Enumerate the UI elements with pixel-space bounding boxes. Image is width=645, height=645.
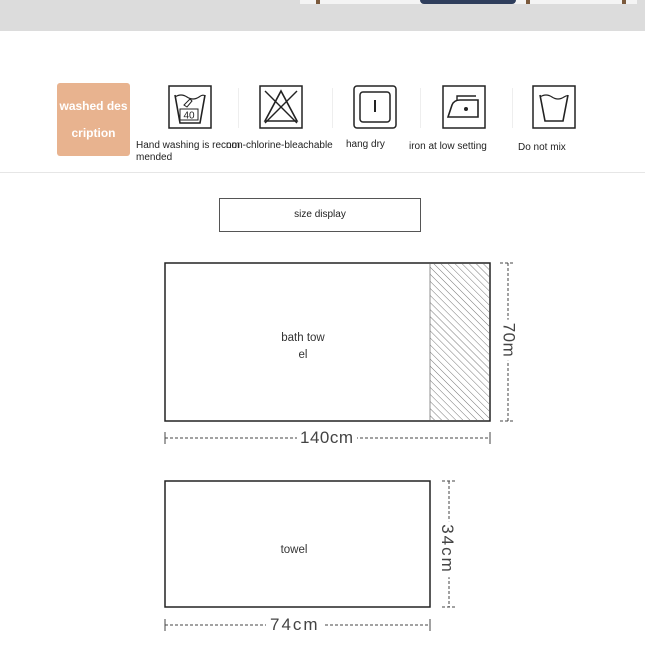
towel-label: towel bbox=[280, 544, 308, 556]
care-label-non-chlorine: non-chlorine-bleachable bbox=[226, 140, 333, 151]
size-display-heading: size display bbox=[219, 198, 421, 232]
bath-towel-hem bbox=[430, 264, 489, 420]
bath-towel-width-text: 140cm bbox=[297, 428, 357, 448]
washed-description-badge: washed description bbox=[57, 83, 130, 156]
bath-towel-height-text: 70m bbox=[498, 320, 518, 361]
care-label-hang-dry: hang dry bbox=[346, 139, 385, 150]
towel-width-text: 74cm bbox=[266, 615, 324, 635]
care-label-hand-wash: Hand washing is recom mended bbox=[136, 140, 240, 163]
bath-towel-label: bath tow el bbox=[281, 332, 325, 361]
towel-height-text: 34cm bbox=[437, 521, 457, 577]
care-label-do-not-mix: Do not mix bbox=[518, 142, 566, 153]
care-label-iron-low: iron at low setting bbox=[409, 141, 487, 152]
wash-temperature-text: 40 bbox=[183, 110, 195, 122]
